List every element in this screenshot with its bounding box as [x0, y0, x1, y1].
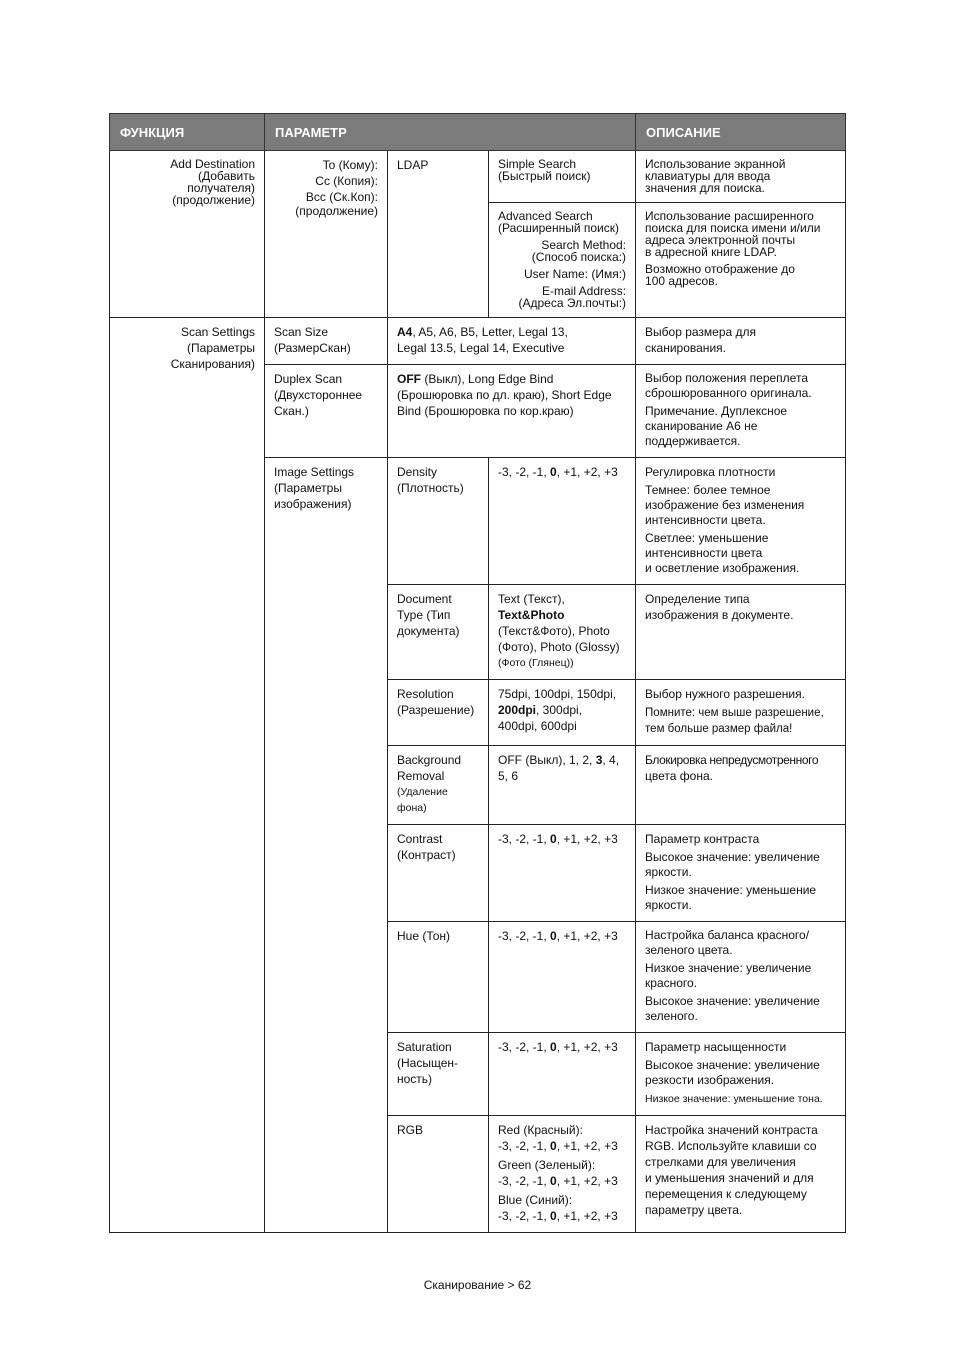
- resolution-description: Выбор нужного разрешения. Помните: чем выше разрешение, тем больше размер файла!: [636, 680, 846, 746]
- header-description: ОПИСАНИЕ: [636, 114, 846, 151]
- advanced-search-label: Advanced Search (Расширенный поиск) Search Method: (Способ поиска:) User Name: (Имя:) E-mail Address: (Адреса Эл.почты:): [489, 203, 636, 318]
- document-type-description: Определение типа изображения в документе.: [636, 585, 846, 680]
- hue-values: -3, -2, -1, 0, +1, +2, +3: [489, 922, 636, 1033]
- scan-settings-table: [109, 113, 846, 1233]
- header-parameter: ПАРАМЕТР: [265, 114, 636, 151]
- add-destination-function: Add Destination (Добавить получателя) (продолжение): [110, 151, 265, 318]
- saturation-description: Параметр насыщенности Высокое значение: увеличение резкости изображения. Низкое значение: уменьшение тона.: [636, 1033, 846, 1116]
- density-label: Density (Плотность): [388, 458, 489, 585]
- resolution-values: 75dpi, 100dpi, 150dpi, 200dpi, 300dpi, 400dpi, 600dpi: [489, 680, 636, 746]
- hue-label: Hue (Тон): [388, 922, 489, 1033]
- duplex-scan-values: OFF (Выкл), Long Edge Bind (Брошюровка по дл. краю), Short Edge Bind (Брошюровка по кор.краю): [388, 365, 636, 458]
- density-values: -3, -2, -1, 0, +1, +2, +3: [489, 458, 636, 585]
- scan-size-label: Scan Size (РазмерСкан): [265, 318, 388, 365]
- saturation-label: Saturation (Насыщен- ность): [388, 1033, 489, 1116]
- table-row: [110, 318, 846, 365]
- simple-search-label: Simple Search (Быстрый поиск): [489, 151, 636, 203]
- scan-size-description: Выбор размера для сканирования.: [636, 318, 846, 365]
- duplex-scan-description: Выбор положения переплета сброшюрованного оригинала. Примечание. Дуплексное сканирование A6 не поддерживается.: [636, 365, 846, 458]
- contrast-description: Параметр контраста Высокое значение: увеличение яркости. Низкое значение: уменьшение яркости.: [636, 825, 846, 922]
- duplex-scan-label: Duplex Scan (Двухстороннее Скан.): [265, 365, 388, 458]
- resolution-label: Resolution (Разрешение): [388, 680, 489, 746]
- ldap-label: LDAP: [388, 151, 489, 318]
- contrast-values: -3, -2, -1, 0, +1, +2, +3: [489, 825, 636, 922]
- rgb-description: Настройка значений контраста RGB. Используйте клавиши со стрелками для увеличения и уменьшения значений и для перемещения к следующему параметру цвета.: [636, 1116, 846, 1233]
- document-type-label: Document Type (Тип документа): [388, 585, 489, 680]
- document-type-values: Text (Текст), Text&Photo (Текст&Фото), Photo (Фото), Photo (Glossy) (Фото (Глянец)): [489, 585, 636, 680]
- add-destination-param: To (Кому): Cc (Копия): Bcc (Ск.Коп): (продолжение): [265, 151, 388, 318]
- table-header-row: [110, 114, 846, 151]
- scan-size-values: A4, A5, A6, B5, Letter, Legal 13, Legal 13.5, Legal 14, Executive: [388, 318, 636, 365]
- image-settings-label: Image Settings (Параметры изображения): [265, 458, 388, 1233]
- density-description: Регулировка плотности Темнее: более темное изображение без изменения интенсивности цвета. Светлее: уменьшение интенсивности цвета и осветление изображения.: [636, 458, 846, 585]
- background-removal-values: OFF (Выкл), 1, 2, 3, 4, 5, 6: [489, 746, 636, 825]
- hue-description: Настройка баланса красного/ зеленого цвета. Низкое значение: увеличение красного. Высокое значение: увеличение зеленого.: [636, 922, 846, 1033]
- page-footer: Сканирование > 62: [423, 1278, 532, 1292]
- contrast-label: Contrast (Контраст): [388, 825, 489, 922]
- advanced-search-description: Использование расширенного поиска для поиска имени и/или адреса электронной почты в адресной книге LDAP. Возможно отображение до 100 адресов.: [636, 203, 846, 318]
- saturation-values: -3, -2, -1, 0, +1, +2, +3: [489, 1033, 636, 1116]
- table-row: [110, 151, 846, 203]
- scan-settings-function: Scan Settings (Параметры Сканирования): [110, 318, 265, 1233]
- header-function: ФУНКЦИЯ: [110, 114, 265, 151]
- simple-search-description: Использование экранной клавиатуры для ввода значения для поиска.: [636, 151, 846, 203]
- rgb-values: Red (Красный): -3, -2, -1, 0, +1, +2, +3 Green (Зеленый): -3, -2, -1, 0, +1, +2, +3 Blue (Синий): -3, -2, -1, 0, +1, +2, +3: [489, 1116, 636, 1233]
- rgb-label: RGB: [388, 1116, 489, 1233]
- background-removal-label: Background Removal (Удаление фона): [388, 746, 489, 825]
- background-removal-description: Блокировка непредусмотренного цвета фона.: [636, 746, 846, 825]
